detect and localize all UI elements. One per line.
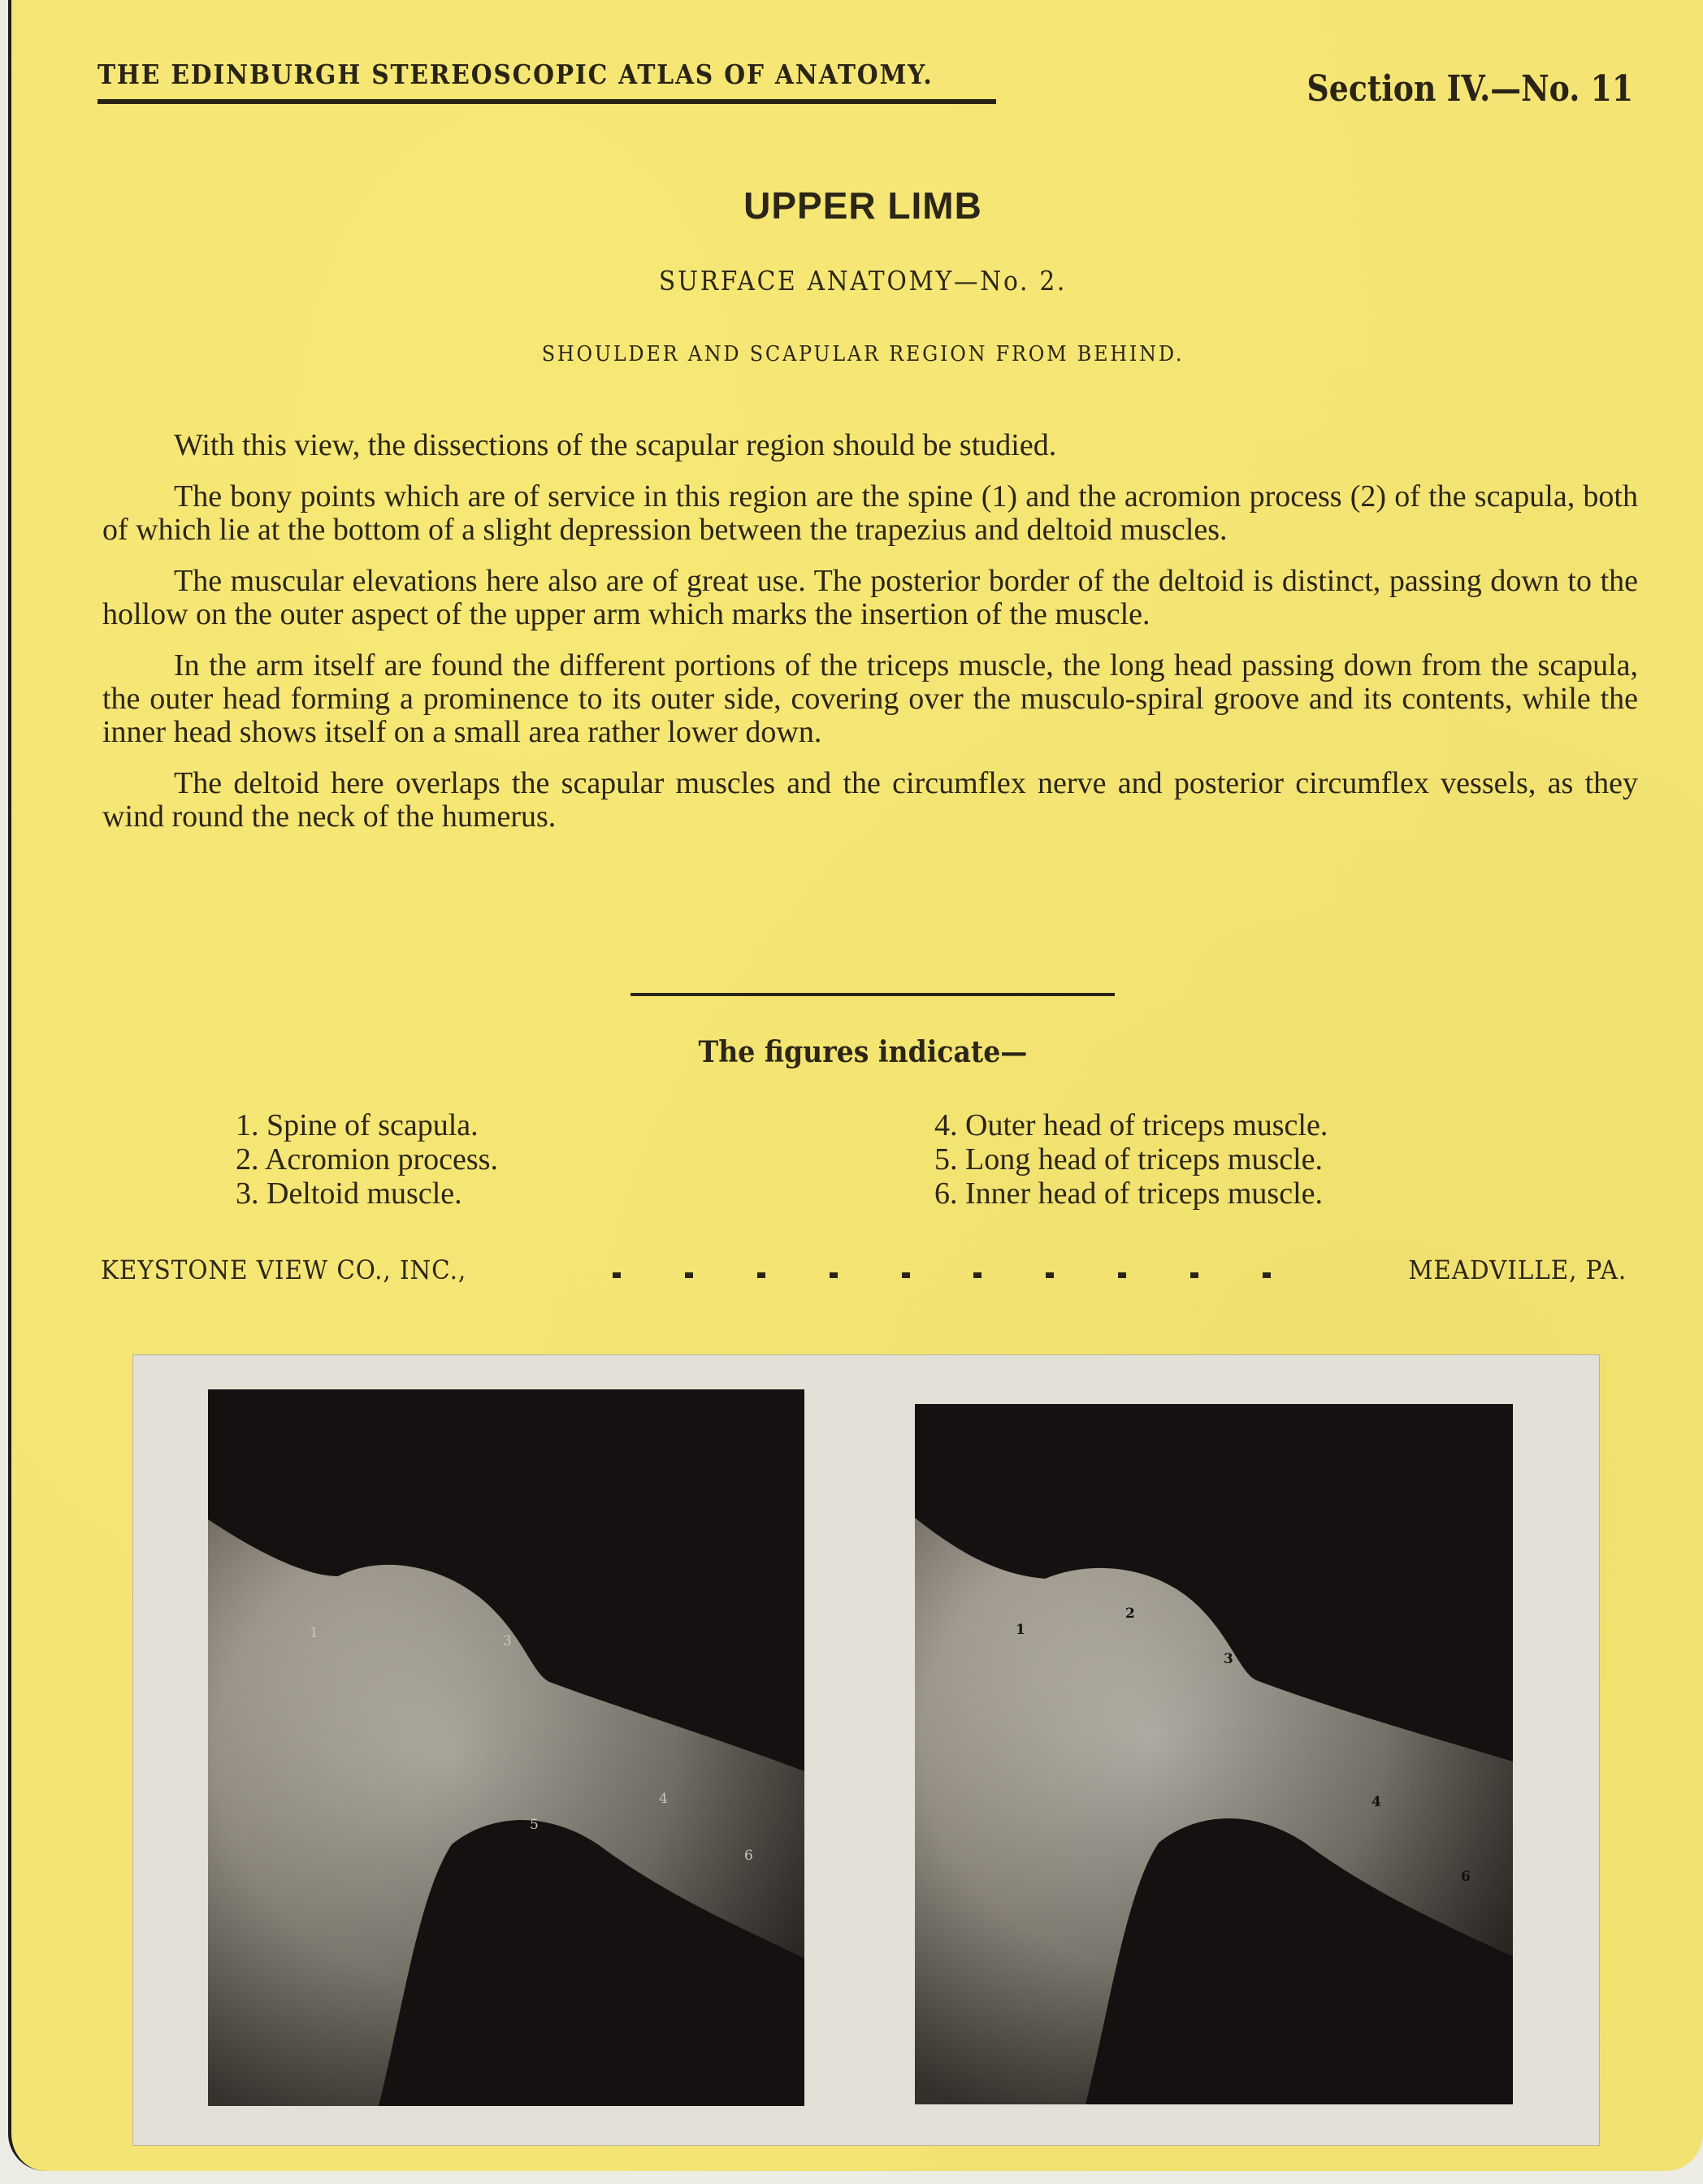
sub-title: SURFACE ANATOMY—No. 2. [658,265,1068,297]
figure-legend-right [934,1108,1328,1211]
legend-item: 5. Long head of triceps muscle. [934,1142,1324,1176]
photo-marker: 4 [1372,1794,1381,1810]
divider [630,993,1115,996]
figure-legend-left [236,1108,498,1211]
photo-marker: 4 [659,1791,668,1807]
stereo-photo-mount [133,1355,1599,2145]
paragraph: The muscular elevations here also are of great use. The posterior border of the deltoid is distinct, passing down to the hollow on the outer aspect of the upper arm which marks the insertion of the muscle. [102,564,1638,631]
photo-marker: 6 [744,1848,753,1864]
shoulder-photograph [915,1404,1513,2104]
legend-item: 4. Outer head of triceps muscle. [934,1108,1328,1142]
photo-marker: 5 [530,1817,539,1833]
photo-marker: 5 [1245,1826,1254,1843]
stereo-card [8,0,1703,2171]
legend-item: 6. Inner head of triceps muscle. [934,1176,1323,1211]
shoulder-photograph [208,1389,804,2106]
title-underline [98,99,996,104]
paragraph: In the arm itself are found the different portions of the triceps muscle, the long head passing down from the scapula, the outer head forming a prominence to its outer side, covering over the musculo-spiral groove and its contents, while the inner head shows itself on a small area rather lower down. [102,648,1638,749]
photo-marker: 1 [310,1625,318,1641]
photo-marker: 2 [1125,1606,1135,1622]
atlas-title: THE EDINBURGH STEREOSCOPIC ATLAS OF ANATOMY. [98,58,934,90]
stereo-photo-left [208,1389,804,2106]
photo-marker: 3 [1224,1651,1233,1667]
section-number: Section IV.—No. 11 [1306,68,1633,110]
legend-item: 3. Deltoid muscle. [236,1176,462,1211]
main-title: UPPER LIMB [743,184,982,227]
paragraph: The deltoid here overlaps the scapular muscles and the circumflex nerve and posterior circumflex vessels, as they wind round the neck of the humerus. [102,766,1638,834]
leader-dots [613,1258,1271,1278]
legend-item: 2. Acromion process. [236,1142,498,1176]
legend-item: 1. Spine of scapula. [236,1108,479,1142]
stereo-photo-right [915,1404,1513,2104]
photo-marker: 6 [1461,1869,1471,1885]
paragraph: The bony points which are of service in this region are the spine (1) and the acromion process (2) of the scapula, both of which lie at the bottom of a slight depression between the trapezius and deltoid muscles. [102,479,1638,547]
figures-heading: The figures indicate— [698,1035,1028,1069]
region-title: SHOULDER AND SCAPULAR REGION FROM BEHIND. [541,342,1185,366]
paragraph: With this view, the dissections of the scapular region should be studied. [174,428,1057,462]
publisher-location: MEADVILLE, PA. [1408,1254,1627,1285]
photo-marker: 3 [503,1633,512,1649]
description-text [102,429,1638,852]
photo-marker: 1 [1016,1622,1025,1638]
publisher: KEYSTONE VIEW CO., INC., [101,1254,467,1285]
